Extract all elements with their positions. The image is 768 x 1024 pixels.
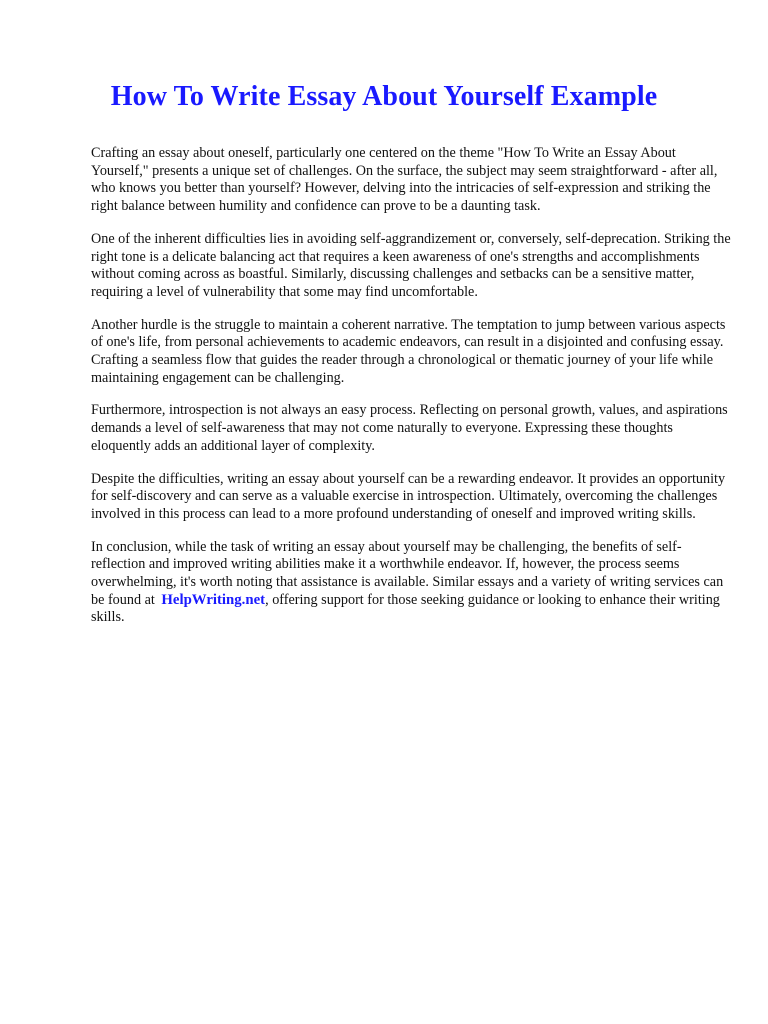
- conclusion-text-after-link: , offering support for those seeking guidance or looking to enhance their writing skills.: [91, 591, 720, 626]
- paragraph-2: One of the inherent difficulties lies in avoiding self-aggrandizement or, conversely, self-deprecation. Striking the right tone is a delicate balancing act that requires a keen awareness of one's strengths and accomplishments without coming across as boastful. Similarly, discussing challenges and setbacks can be a sensitive matter, requiring a level of vulnerability that some may find uncomfortable.: [91, 230, 731, 300]
- conclusion-paragraph: [91, 539, 731, 628]
- paragraph-5: Despite the difficulties, writing an essay about yourself can be a rewarding endeavor. It provides an opportunity for self-discovery and can serve as a valuable exercise in introspection. Ultimately, overcoming the challenges involved in this process can lead to a more profound understanding of oneself and improved writing skills.: [91, 470, 726, 522]
- paragraph-1: Crafting an essay about oneself, particularly one centered on the theme "How To Write an Essay About Yourself," presents a unique set of challenges. On the surface, the subject may seem straightforward - after all, who knows you better than yourself? However, delving into the intricacies of self-expression and striking the right balance between humility and confidence can prove to be a daunting task.: [91, 145, 718, 215]
- conclusion-text-before-link: In conclusion, while the task of writing an essay about yourself may be challenging, the benefits of self-reflection and improved writing abilities make it a worthwhile endeavor. If, however, the process seems overwhelming, it's worth noting that assistance is available. Similar essays and a variety of writing services can be found at: [91, 538, 724, 608]
- paragraph-4: Furthermore, introspection is not always an easy process. Reflecting on personal growth, values, and aspirations demands a level of self-awareness that may not come naturally to everyone. Expressing these thoughts eloquently adds an additional layer of complexity.: [91, 402, 728, 454]
- paragraph-3: Another hurdle is the struggle to maintain a coherent narrative. The temptation to jump between various aspects of one's life, from personal achievements to academic endeavors, can result in a disjointed and confusing essay. Crafting a seamless flow that guides the reader through a chronological or thematic journey of your life while maintaining engagement can be challenging.: [91, 316, 726, 386]
- page-title: How To Write Essay About Yourself Example: [110, 81, 658, 112]
- essay-body: [91, 145, 731, 642]
- helpwriting-link[interactable]: HelpWriting.net: [161, 591, 266, 608]
